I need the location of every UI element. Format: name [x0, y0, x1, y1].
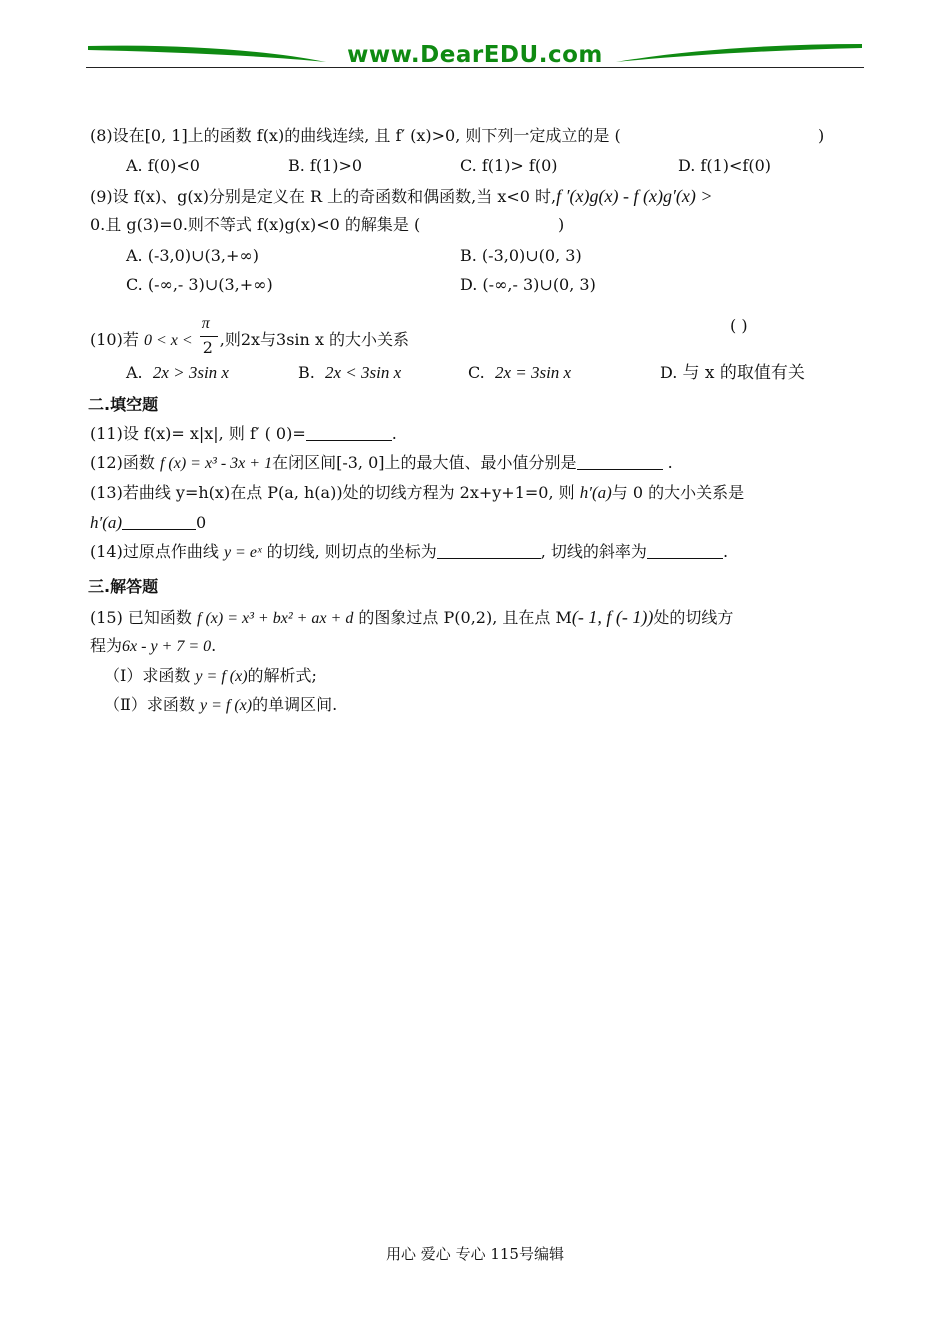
q15-part1	[104, 665, 317, 688]
q8-option-a: A. f(0)<0	[126, 156, 200, 175]
q10-stem	[90, 315, 409, 359]
q10-option-c	[468, 362, 571, 384]
site-logo-text: www.DearEDU.com	[347, 42, 603, 68]
q9-stem-line1	[90, 185, 713, 208]
section3-title: 三.解答题	[88, 577, 159, 596]
q13-math: h′(a)	[579, 483, 612, 502]
q11	[90, 423, 397, 445]
q10-prefix: (10)若	[90, 330, 139, 349]
q13-answer-blank	[122, 513, 196, 530]
q11-end: .	[391, 424, 397, 443]
q14-point-blank	[437, 542, 541, 559]
q10-option-b-math: 2x < 3sin x	[325, 363, 402, 382]
q14-mid: 的切线, 则切点的坐标为	[266, 542, 437, 561]
q9-paren-close: )	[558, 215, 565, 234]
q9-stem-text: (9)设 f(x)、g(x)分别是定义在 R 上的奇函数和偶函数,当 x<0 时,	[90, 187, 557, 206]
q15-point-math: (- 1, f (- 1))	[571, 607, 654, 627]
q9-option-c: C. (-∞,- 3)∪(3,+∞)	[126, 275, 273, 294]
q15-part2-math: y = f (x)	[199, 697, 253, 714]
q10-option-d	[660, 362, 805, 384]
q10-option-d-letter: D.	[660, 363, 678, 382]
q15-part2-suffix: 的单调区间.	[252, 695, 338, 714]
page-footer: 用心 爱心 专心 115号编辑	[386, 1245, 564, 1263]
q12	[90, 452, 673, 475]
q15-tangent-math: 6x - y + 7 = 0	[122, 638, 212, 655]
q15-line2-prefix: 程为	[90, 636, 123, 655]
q13-line2-end: 0	[196, 513, 207, 532]
q15-line1	[90, 606, 733, 630]
q8-paren-close: )	[818, 126, 825, 145]
q9-option-b: B. (-3,0)∪(0, 3)	[460, 246, 582, 265]
q14-slope-blank	[647, 542, 723, 559]
q8-option-b: B. f(1)>0	[288, 156, 363, 175]
q14-mid2: , 切线的斜率为	[540, 542, 647, 561]
q10-option-d-text: 与 x 的取值有关	[682, 363, 805, 383]
q12-suffix: 在闭区间[-3, 0]上的最大值、最小值分别是	[272, 453, 577, 472]
q8-option-c: C. f(1)> f(0)	[460, 156, 558, 175]
q10-option-c-math: 2x = 3sin x	[494, 363, 572, 382]
q13-line2	[90, 512, 206, 534]
q12-prefix: (12)函数	[90, 453, 155, 472]
q15-part1-suffix: 的解析式;	[247, 666, 317, 685]
q10-option-a-letter: A.	[126, 363, 143, 382]
q15-text: 的图象过点 P(0,2), 且在点 M	[358, 608, 572, 627]
q10-fraction	[198, 315, 220, 359]
q12-math: f (x) = x³ - 3x + 1	[159, 455, 273, 472]
q8-stem	[90, 125, 621, 147]
q12-end: .	[662, 453, 673, 472]
q9-option-a: A. (-3,0)∪(3,+∞)	[126, 246, 259, 265]
q10-option-b	[298, 362, 401, 384]
q10-inequality: 0 < x <	[143, 332, 193, 349]
q13-text: (13)若曲线 y=h(x)在点 P(a, h(a))处的切线方程为 2x+y+1=0, 则	[90, 483, 575, 502]
q15-part2	[104, 694, 337, 717]
q13-line2-math: h′(a)	[90, 513, 123, 532]
q13-text2: 与 0 的大小关系是	[611, 483, 745, 502]
q15-text2: 处的切线方	[653, 608, 734, 627]
q8-stem-text: (8)设在[0, 1]上的函数 f(x)的曲线连续, 且 f′ (x)>0, 则下列一定成立的是 (	[90, 126, 621, 145]
q15-part2-prefix: （Ⅱ）求函数	[104, 695, 195, 714]
q9-option-d: D. (-∞,- 3)∪(0, 3)	[460, 275, 596, 294]
q13-line1	[90, 482, 744, 504]
header-rule	[86, 67, 864, 68]
q15-part1-prefix: （Ⅰ）求函数	[104, 666, 191, 685]
q10-frac-numerator: π	[201, 315, 210, 332]
q10-option-a	[126, 362, 229, 384]
q8-option-d: D. f(1)<f(0)	[678, 156, 772, 175]
q10-option-a-math: 2x > 3sin x	[152, 363, 229, 382]
q10-suffix: ,则2x与3sin x 的大小关系	[219, 330, 410, 349]
q14-math: y = eˣ	[223, 544, 262, 561]
q14-end: .	[722, 542, 729, 561]
q15-part1-math: y = f (x)	[195, 668, 248, 685]
q14-prefix: (14)过原点作曲线	[90, 542, 219, 561]
q10-frac-denominator: 2	[202, 338, 213, 357]
q10-paren: ( )	[730, 316, 748, 335]
q10-option-b-letter: B.	[298, 363, 315, 382]
q15-line2-end: .	[211, 636, 217, 655]
q15-prefix: (15) 已知函数	[90, 608, 192, 627]
q14	[90, 541, 728, 564]
section2-title: 二.填空题	[88, 395, 159, 414]
q15-line2	[90, 635, 216, 658]
q12-answer-blank	[577, 453, 663, 470]
q15-function-math: f (x) = x³ + bx² + ax + d	[197, 610, 354, 627]
q10-option-c-letter: C.	[468, 363, 485, 382]
q9-stem-math: f ′(x)g(x) - f (x)g′(x) >	[556, 186, 713, 206]
q11-text: (11)设 f(x)= x|x|, 则 f′ ( 0)=	[90, 424, 306, 443]
q9-stem-line2: 0.且 g(3)=0.则不等式 f(x)g(x)<0 的解集是 (	[90, 215, 421, 234]
q11-answer-blank	[306, 424, 392, 441]
